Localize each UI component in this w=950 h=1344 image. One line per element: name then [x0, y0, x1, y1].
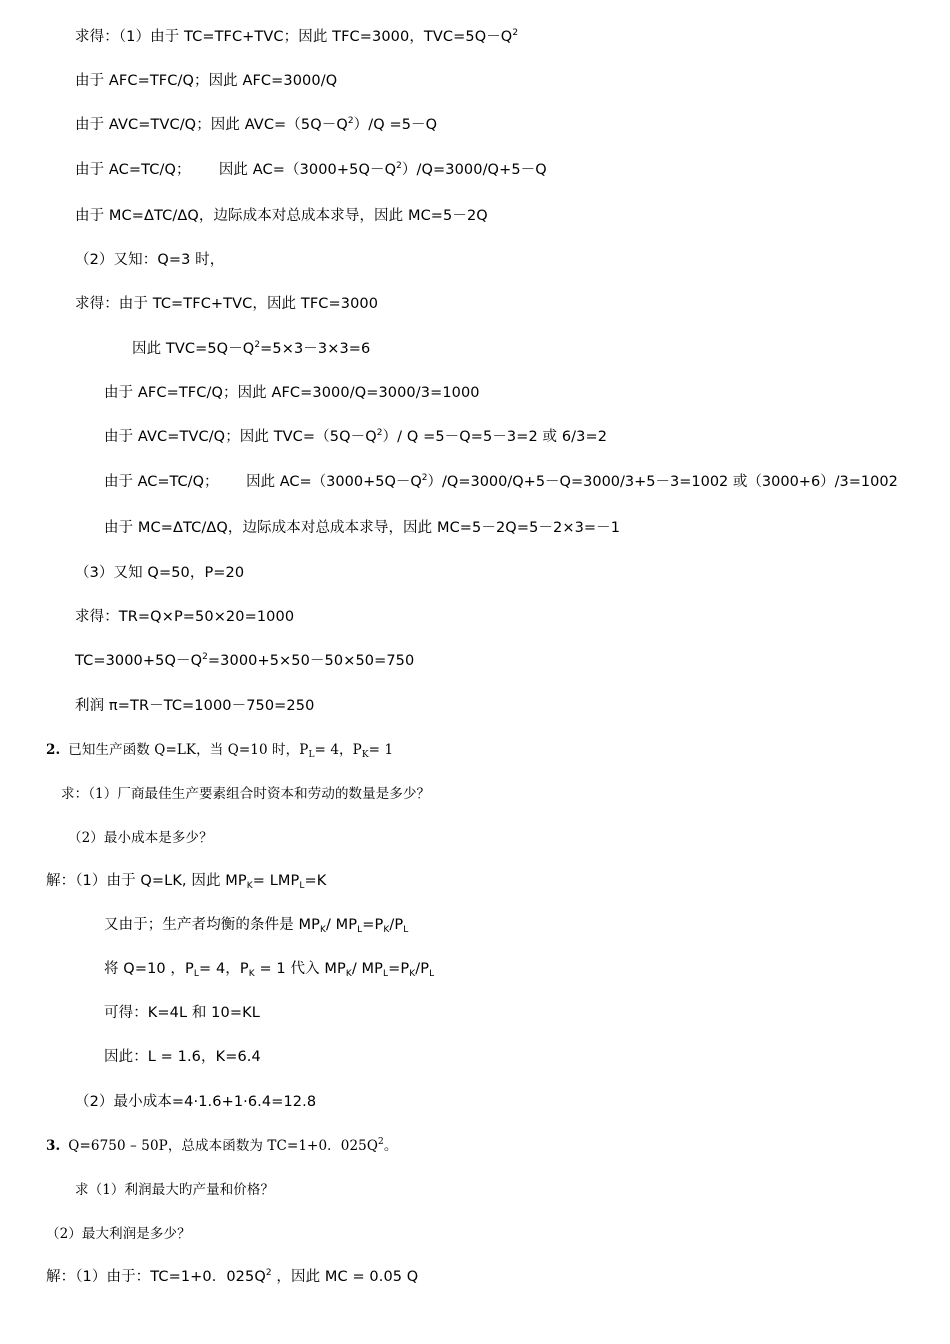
text-line: $TC=3000+5Q-Q^2=3000+5\times 50-50\times 50=750$ [75, 652, 415, 669]
text-line: （3）又知 Q=50，P=20 [75, 565, 245, 581]
text-line: 由于 AVC=TVC/Q；因此 $TVC=(5Q-Q^2)/$ Q =5－Q=5－3=2 或 6/3=2 [104, 428, 608, 445]
text-line: 求得：由于 TC=TFC+TVC，因此 TFC=3000 [75, 296, 379, 312]
text-line: 由于 AC=TC/Q； 因此 $AC=(3000+5Q-Q^2)/Q=3000/Q+5-Q$ [75, 161, 547, 178]
text-line: （2）最小成本=4·1.6+1·6.4=12.8 [75, 1094, 317, 1110]
text-line: （2）又知：Q=3 时， [75, 252, 225, 268]
text-line: 求得：TR=Q×P=50×20=1000 [75, 609, 295, 625]
text-line: 将 Q=10 ，$P_L= 4$，$P_K = 1$ 代入 $MP_K/$ $MP_L=P_K/P_L$ [104, 961, 435, 979]
text-line: 求：（1）厂商最佳生产要素组合时资本和劳动的数量是多少？ [61, 786, 431, 802]
text-line: 由于 AFC=TFC/Q；因此 AFC=3000/Q [75, 73, 338, 89]
text-line: 因此：L = 1.6，K=6.4 [104, 1049, 261, 1065]
text-line: 又由于；生产者均衡的条件是 $MP_K/$ $MP_L=P_K/P_L$ [104, 917, 409, 935]
text-line: 求（1）利润最大旳产量和价格？ [75, 1182, 275, 1198]
text-line: 因此 $TVC=5Q-Q^2=5\times 3-3\times 3=6$ [132, 340, 371, 357]
question-heading: 3. Q=6750 – 50P，总成本函数为 TC=1+0．$025Q^2$。 [46, 1137, 398, 1154]
text-line: 由于 AC=TC/Q； 因此 $AC=(3000+5Q-Q^2)/Q=3000/Q+5-Q=3000/3+5-3=1002$ 或（3000+6）/3=1002 [104, 473, 898, 490]
text-line: 由于 AVC=TVC/Q；因此 $AVC=(5Q-Q^2)/Q =5-Q$ [75, 116, 438, 133]
text-line: 由于 MC=ΔTC/ΔQ，边际成本对总成本求导，因此 MC=5－2Q=5－2×3=－1 [104, 520, 621, 536]
text-line: 利润 π=TR－TC=1000－750=250 [75, 698, 315, 714]
text-line: 解：（1）由于：TC=1+0．$025Q^2$ ，因此 MC = 0.05 Q [46, 1268, 419, 1285]
text-line: （2）最大利润是多少？ [46, 1226, 191, 1242]
question-heading: 2. 已知生产函数 Q=LK，当 Q=10 时，$P_L= 4$，$P_K= 1$ [46, 742, 394, 760]
text-line: 求得：（1）由于 TC=TFC+TVC；因此 TFC=3000，$TVC=5Q-Q^2$ [75, 28, 519, 45]
text-line: （2）最小成本是多少？ [68, 830, 213, 846]
text-line: 可得：K=4L 和 10=KL [104, 1005, 260, 1021]
text-line: 由于 AFC=TFC/Q；因此 AFC=3000/Q=3000/3=1000 [104, 385, 480, 401]
text-line: 解：（1）由于 Q=LK, 因此 $MP_K= LMP_L=K$ [46, 873, 327, 891]
text-line: 由于 MC=ΔTC/ΔQ，边际成本对总成本求导，因此 MC=5－2Q [75, 208, 488, 224]
